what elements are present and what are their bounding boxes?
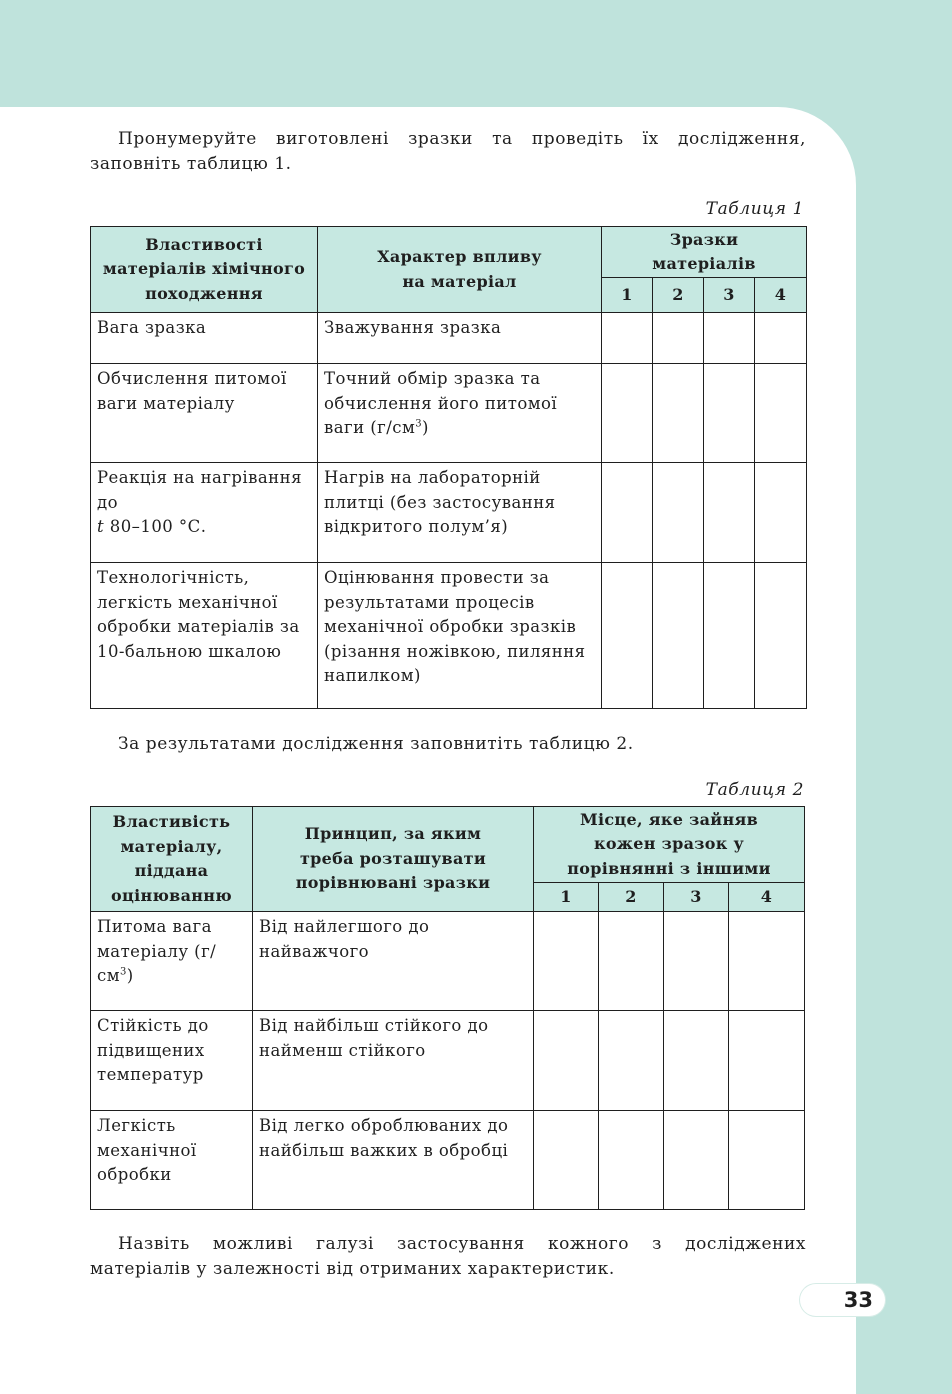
sample-cell[interactable] xyxy=(653,313,704,364)
table1-sample-num: 4 xyxy=(755,278,807,313)
row-principle: Від найлегшого до найважчого xyxy=(253,912,534,1011)
sample-cell[interactable] xyxy=(704,463,755,563)
property-text: Реакція на нагрівання до xyxy=(97,468,302,512)
table-row xyxy=(91,563,807,709)
sample-cell[interactable] xyxy=(653,463,704,563)
sample-cell[interactable] xyxy=(653,563,704,709)
property-tail: ) xyxy=(126,966,134,985)
row-property: Стійкість до підвищених температур xyxy=(91,1011,253,1111)
sample-cell[interactable] xyxy=(704,563,755,709)
table2-sample-num: 4 xyxy=(729,883,805,912)
place-cell[interactable] xyxy=(664,1111,729,1210)
place-cell[interactable] xyxy=(664,1011,729,1111)
sample-cell[interactable] xyxy=(755,563,807,709)
place-cell[interactable] xyxy=(599,912,664,1011)
place-cell[interactable] xyxy=(729,1111,805,1210)
row-action xyxy=(318,364,602,463)
action-tail: ) xyxy=(422,418,429,437)
table-row xyxy=(91,313,807,364)
table1-sample-num: 3 xyxy=(704,278,755,313)
table2-sample-num: 3 xyxy=(664,883,729,912)
temperature-variable: t xyxy=(97,517,105,536)
row-property xyxy=(91,912,253,1011)
sample-cell[interactable] xyxy=(602,313,653,364)
table1-header-samples: Зразки матеріалів xyxy=(602,227,807,278)
table-row xyxy=(91,1111,805,1210)
table-2 xyxy=(90,806,805,1210)
place-cell[interactable] xyxy=(599,1111,664,1210)
table2-sample-num: 1 xyxy=(534,883,599,912)
sample-cell[interactable] xyxy=(602,364,653,463)
superscript: 3 xyxy=(415,418,423,430)
table2-sample-num: 2 xyxy=(599,883,664,912)
table-row xyxy=(91,463,807,563)
table-row xyxy=(91,1011,805,1111)
row-principle: Від легко оброблюваних до найбільш важких в обробці xyxy=(253,1111,534,1210)
table1-header-property: Властивості матеріалів хімічного походження xyxy=(91,227,318,313)
page-number: 33 xyxy=(800,1284,885,1316)
sample-cell[interactable] xyxy=(602,463,653,563)
intro-paragraph: Пронумеруйте виготовлені зразки та проведіть їх дослідження, заповніть таблицю 1. xyxy=(90,129,806,174)
sample-cell[interactable] xyxy=(755,313,807,364)
row-property: Вага зразка xyxy=(91,313,318,364)
table-row xyxy=(91,364,807,463)
place-cell[interactable] xyxy=(664,912,729,1011)
table2-header-principle: Принцип, за яким треба розташувати порівнювані зразки xyxy=(253,807,534,912)
place-cell[interactable] xyxy=(534,1011,599,1111)
table-row xyxy=(91,912,805,1011)
table-1 xyxy=(90,226,807,709)
row-property: Технологічність, легкість механічної обробки матеріалів за 10-бальною шкалою xyxy=(91,563,318,709)
action-text: Точний обмір зразка та обчислення його питомої ваги (г/см xyxy=(324,369,558,437)
place-cell[interactable] xyxy=(729,912,805,1011)
outro-paragraph: Назвіть можливі галузі застосування кожного з досліджених матеріалів у залежності від отриманих характеристик. xyxy=(90,1234,806,1279)
row-property: Обчислення питомої ваги матеріалу xyxy=(91,364,318,463)
table1-caption: Таблиця 1 xyxy=(705,199,804,219)
property-text: Питома вага матеріалу (г/см xyxy=(97,917,217,985)
sample-cell[interactable] xyxy=(755,364,807,463)
table2-header-place: Місце, яке зайняв кожен зразок у порівнянні з іншими xyxy=(534,807,805,883)
row-property: Легкість механічної обробки xyxy=(91,1111,253,1210)
sample-cell[interactable] xyxy=(704,313,755,364)
table1-sample-num: 1 xyxy=(602,278,653,313)
table1-header-action: Характер впливу на матеріал xyxy=(318,227,602,313)
row-action: Оцінювання провести за результатами процесів механічної обробки зразків (різання ножівкою, пиляння напилком) xyxy=(318,563,602,709)
sample-cell[interactable] xyxy=(653,364,704,463)
property-tail: 80–100 °С. xyxy=(104,517,207,536)
row-principle: Від найбільш стійкого до найменш стійкого xyxy=(253,1011,534,1111)
superscript: 3 xyxy=(119,966,127,978)
place-cell[interactable] xyxy=(599,1011,664,1111)
row-property xyxy=(91,463,318,563)
row-action: Зважування зразка xyxy=(318,313,602,364)
place-cell[interactable] xyxy=(534,1111,599,1210)
middle-paragraph: За результатами дослідження заповнитіть таблицю 2. xyxy=(118,734,634,754)
sample-cell[interactable] xyxy=(704,364,755,463)
place-cell[interactable] xyxy=(534,912,599,1011)
table2-header-property: Властивість матеріалу, піддана оцінюванню xyxy=(91,807,253,912)
table2-caption: Таблиця 2 xyxy=(705,780,804,800)
sample-cell[interactable] xyxy=(755,463,807,563)
place-cell[interactable] xyxy=(729,1011,805,1111)
table1-sample-num: 2 xyxy=(653,278,704,313)
sample-cell[interactable] xyxy=(602,563,653,709)
row-action: Нагрів на лабораторній плитці (без застосування відкритого полум’я) xyxy=(318,463,602,563)
